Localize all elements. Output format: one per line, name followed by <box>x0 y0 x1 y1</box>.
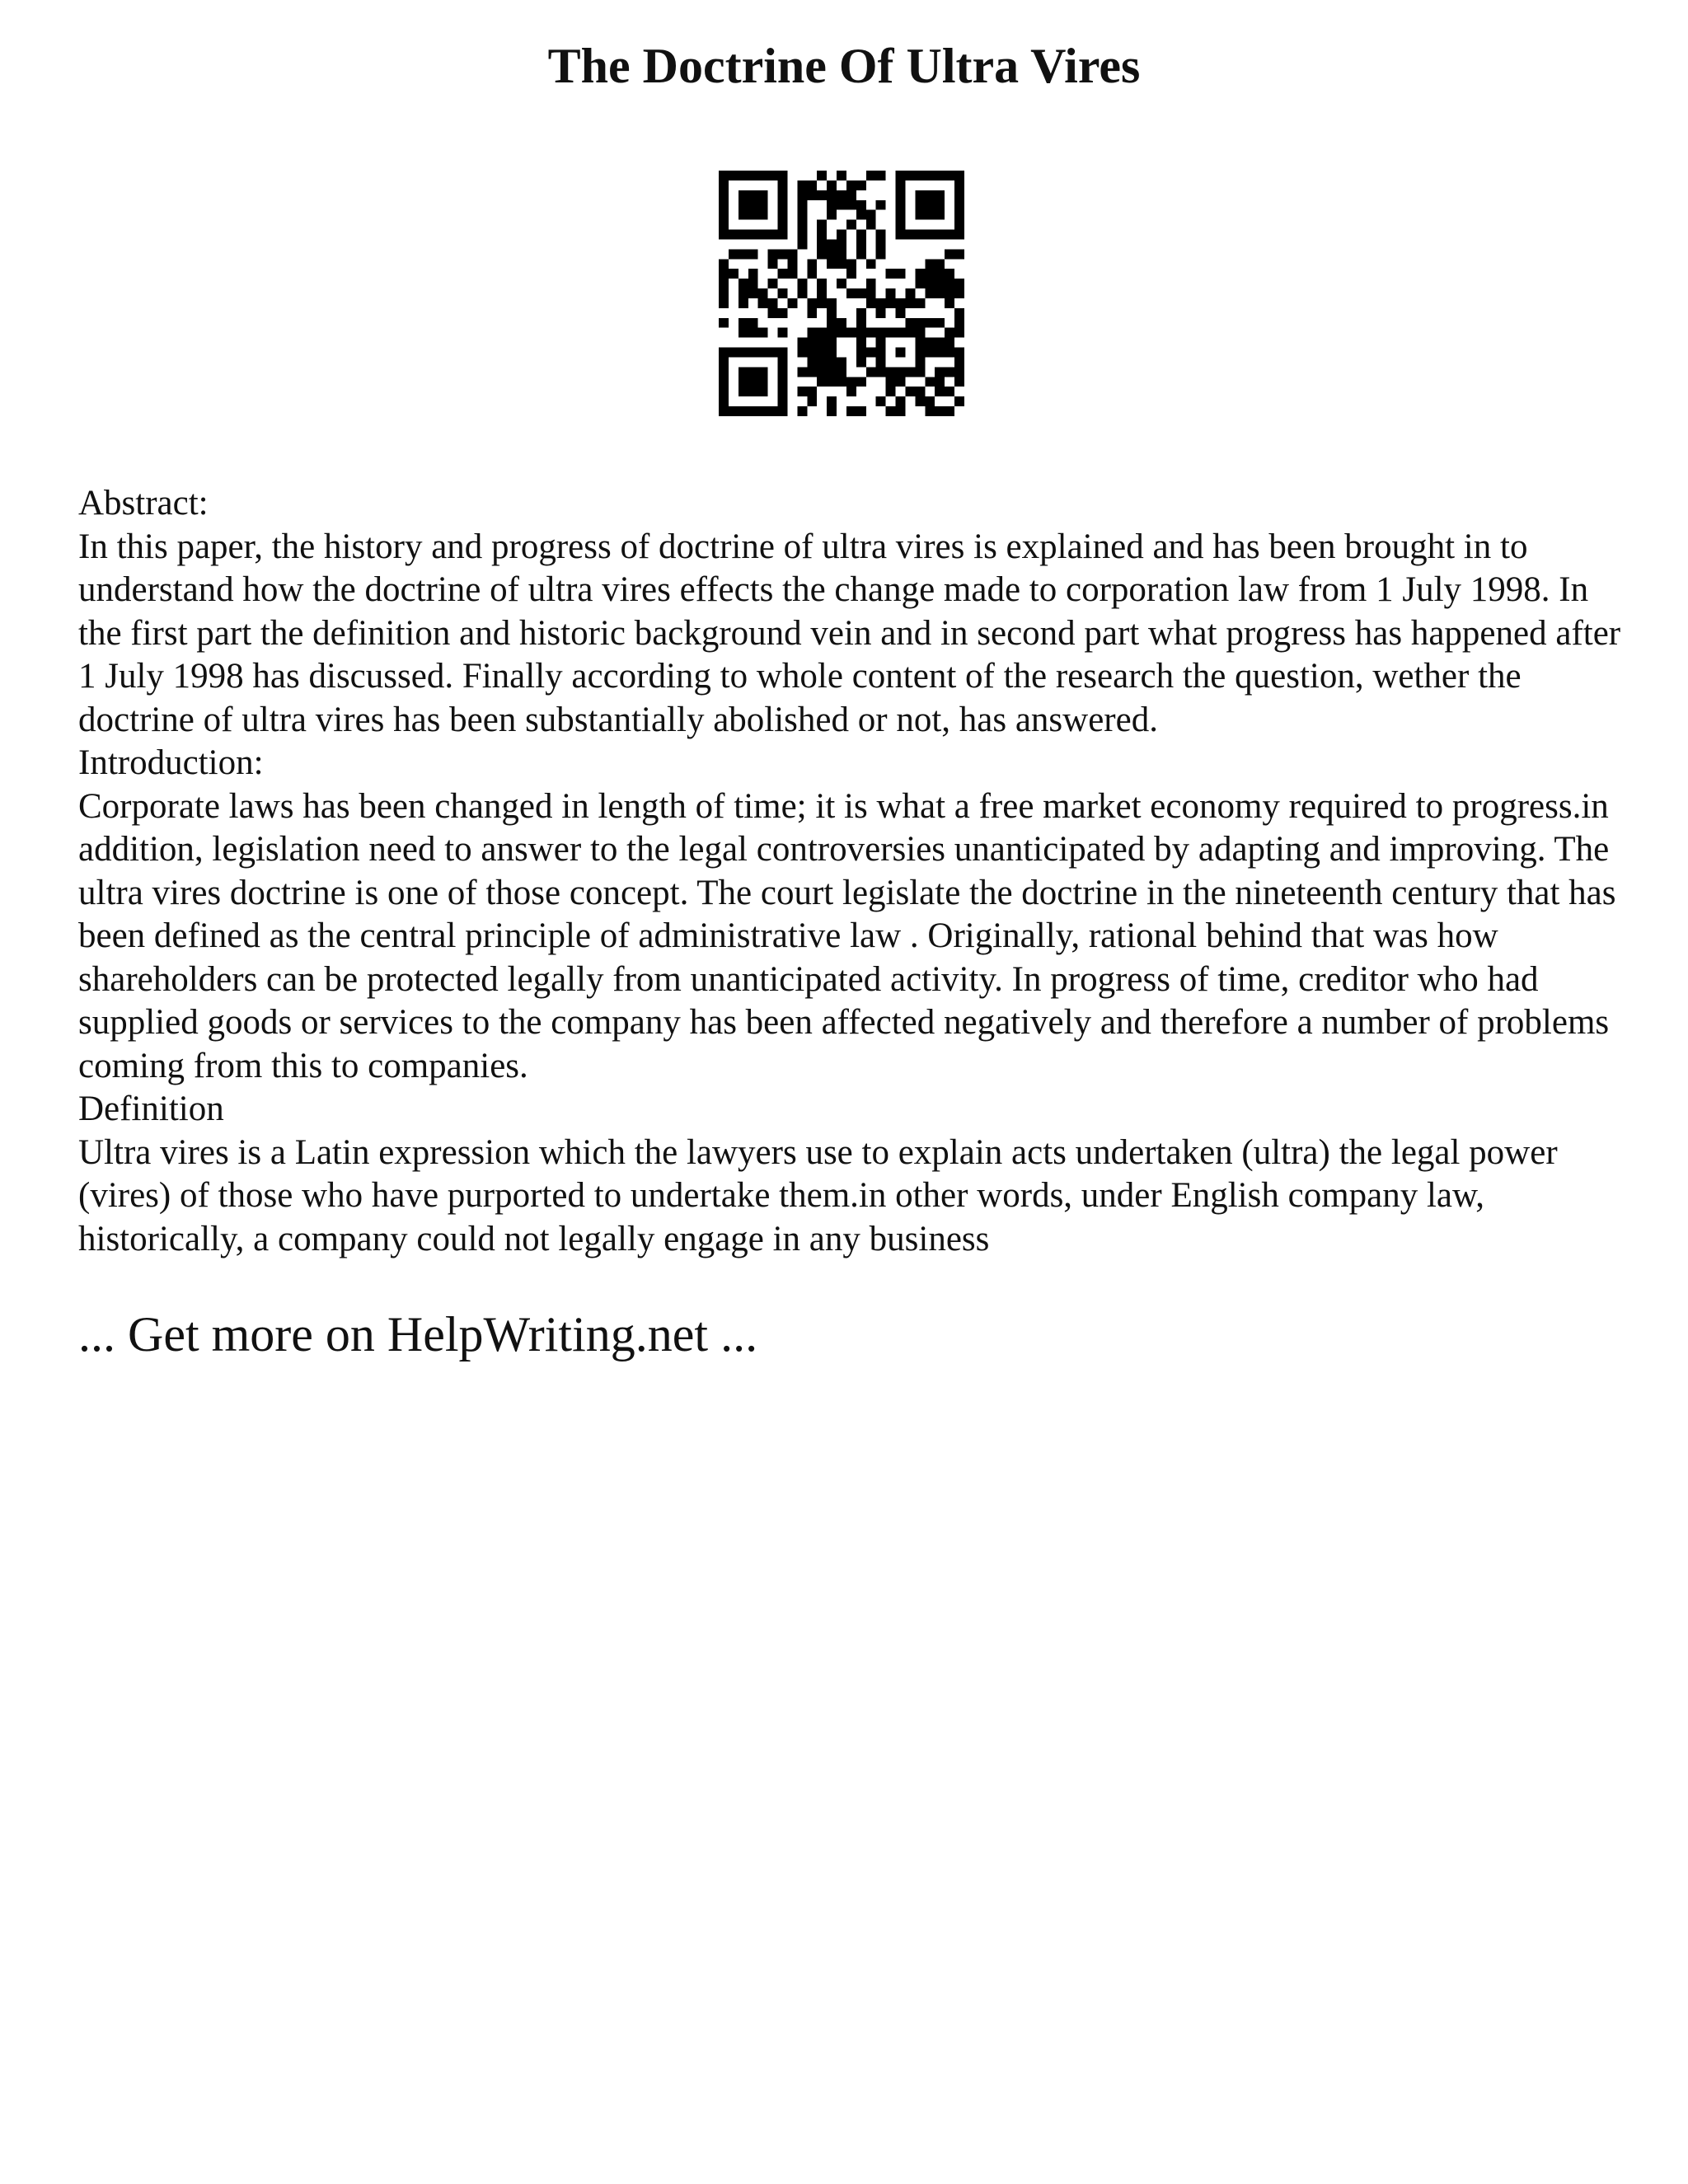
heading-definition: Definition <box>78 1090 224 1128</box>
document-body <box>78 482 1628 1261</box>
paragraph-abstract: In this paper, the history and progress of doctrine of ultra vires is explained and has been brought in to understand how the doctrine of ultra vires effects the change made to corporation law from 1 July 1998. In the first part the definition and historic background vein and in second part what progress has happened after 1 July 1998 has discussed. Finally according to whole content of the research the question, wether the doctrine of ultra vires has been substantially abolished or not, has answered. <box>78 527 1621 739</box>
qr-code-icon <box>719 171 964 416</box>
document-title: The Doctrine Of Ultra Vires <box>547 39 1141 93</box>
paragraph-introduction: Corporate laws has been changed in length of time; it is what a free market economy required to progress.in addition, legislation need to answer to the legal controversies unanticipated by adapting and improving. The ultra vires doctrine is one of those concept. The court legislate the doctrine in the nineteenth century that has been defined as the central principle of administrative law . Originally, rational behind that was how shareholders can be protected legally from unanticipated activity. In progress of time, creditor who had supplied goods or services to the company has been affected negatively and therefore a number of problems coming from this to companies. <box>78 786 1616 1085</box>
get-more-link[interactable]: ... Get more on HelpWriting.net ... <box>78 1307 758 1361</box>
heading-abstract: Abstract: <box>78 484 209 523</box>
heading-introduction: Introduction: <box>78 743 264 782</box>
paragraph-definition: Ultra vires is a Latin expression which the lawyers use to explain acts undertaken (ultra) the legal power (vires) of those who have purported to undertake them.in other words, under English company law, historically, a company could not legally engage in any business <box>78 1132 1558 1258</box>
